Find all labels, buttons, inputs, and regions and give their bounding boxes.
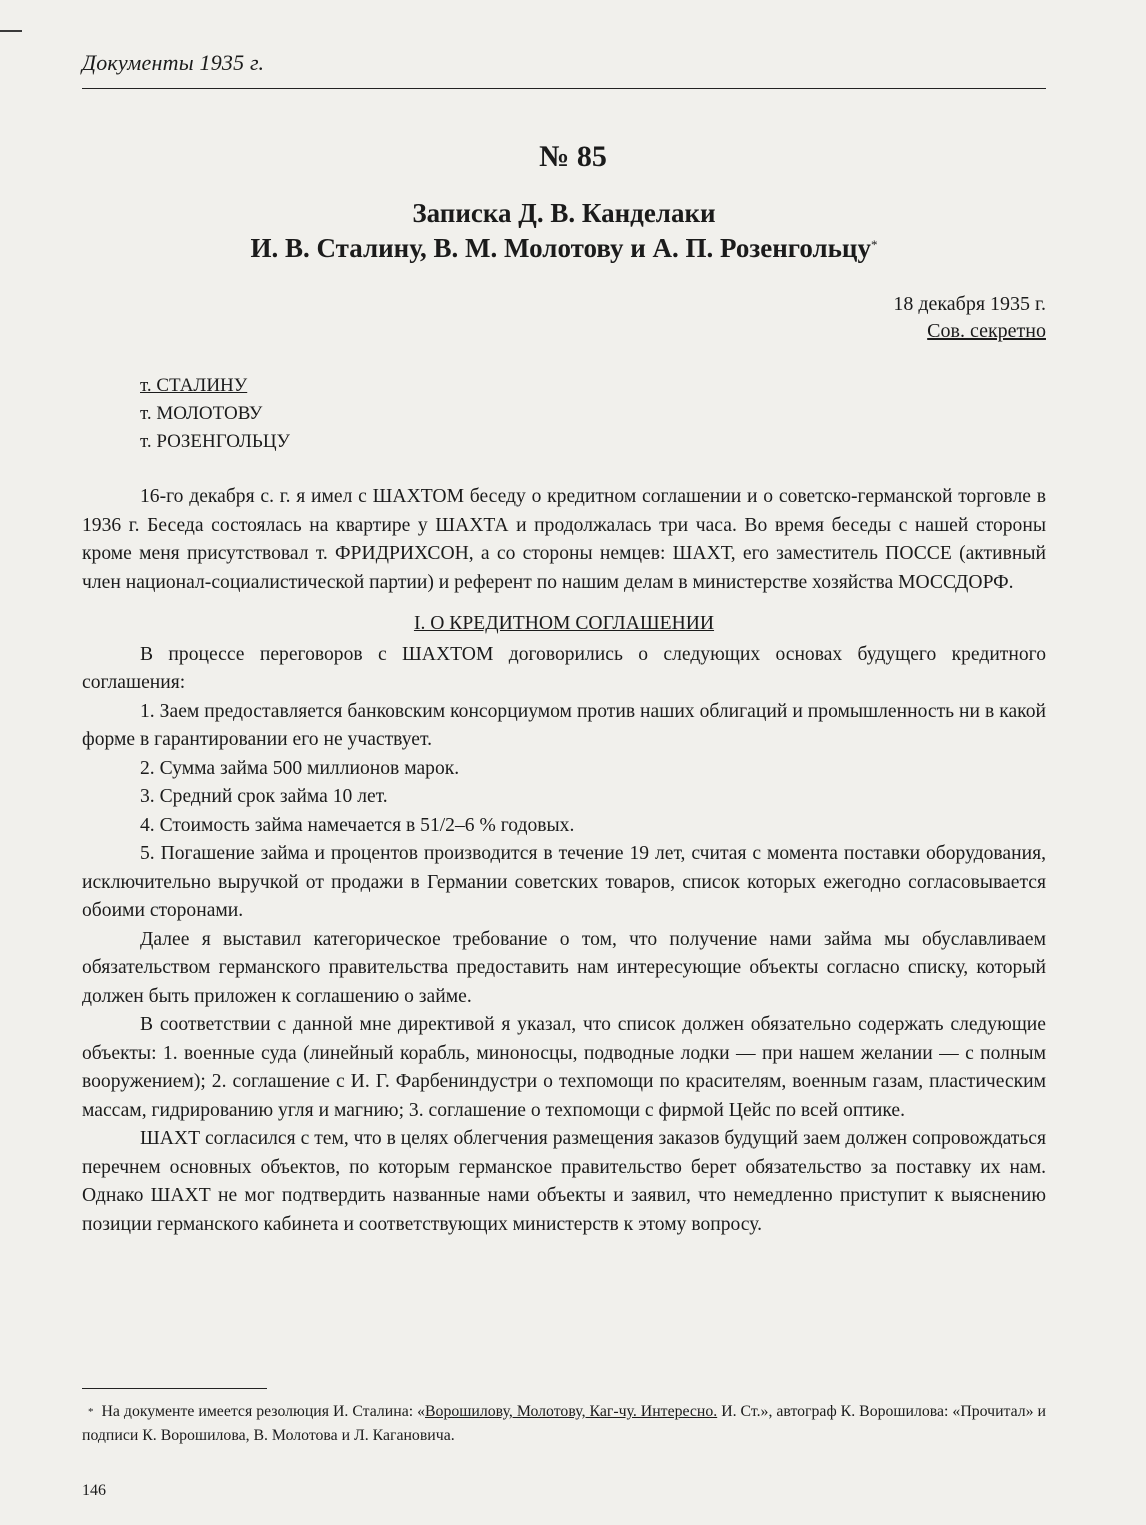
document-number: № 85 — [539, 140, 607, 173]
footnote-tail: И. Ст.», автограф К. Ворошилова: «Прочитал» и подписи К. Ворошилова, В. Молотова и Л. Кагановича. — [82, 1403, 1046, 1444]
addressee-molotov: т. МОЛОТОВУ — [140, 403, 263, 424]
addressee-stalin: т. СТАЛИНУ — [140, 375, 248, 396]
list-item-1: 1. Заем предоставляется банковским консорциумом против наших облигаций и промышленность ни в какой форме в гарантировании его не участвует. — [82, 700, 1046, 750]
addressee-rosengolts: т. РОЗЕНГОЛЬЦУ — [140, 431, 290, 452]
header-rule — [82, 88, 1046, 89]
addressee-list — [140, 372, 290, 456]
paragraph-agreement-basis: В процессе переговоров с ШАХТОМ договорились о следующих основах будущего кредитного соглашения: — [82, 643, 1046, 693]
intro-paragraph: 16-го декабря с. г. я имел с ШАХТОМ беседу о кредитном соглашении и о советско-германской торговле в 1936 г. Беседа состоялась на квартире у ШАХТА и продолжалась три часа. Во время беседы с нашей стороны кроме меня присутствовал т. ФРИДРИХСОН, а со стороны немцев: ШАХТ, его заместитель ПОССЕ (активный член национал-социалистической партии) и референт по нашим делам в министерстве хозяйства МОССДОРФ. — [82, 486, 1046, 593]
list-item-2: 2. Сумма займа 500 миллионов марок. — [140, 757, 460, 779]
document-date: 18 декабря 1935 г. — [893, 293, 1046, 315]
list-item-4: 4. Стоимость займа намечается в 51/2–6 % годовых. — [140, 814, 575, 836]
title-line-1: Записка Д. В. Канделаки — [412, 198, 716, 228]
list-item-5: 5. Погашение займа и процентов производится в течение 19 лет, считая с момента поставки оборудования, исключительно выручкой от продажи в Германии советских товаров, список которых ежегодно согласовывается обоими сторонами. — [82, 843, 1046, 921]
paragraph-demand: Далее я выставил категорическое требование о том, что получение нами займа мы обуславливаем обязательством германского правительства предоставить нам интересующие объекты согласно списку, который должен быть приложен к соглашению о займе. — [82, 928, 1046, 1007]
title-line-2-text: И. В. Сталину, В. М. Молотову и А. П. Розенгольцу — [250, 233, 871, 263]
list-item-3: 3. Средний срок займа 10 лет. — [140, 786, 388, 807]
document-title — [82, 196, 1046, 266]
footnote — [82, 1400, 1046, 1448]
scan-edge-mark — [0, 30, 22, 32]
title-note-mark: * — [870, 237, 878, 252]
footnote-resolution: Ворошилову, Молотову, Каг-чу. Интересно. — [425, 1403, 718, 1420]
footnote-mark: * — [88, 1406, 94, 1418]
classification-stamp: Сов. секретно — [927, 320, 1046, 342]
title-line-2 — [82, 231, 1046, 266]
document-body — [82, 483, 1046, 1239]
running-head: Документы 1935 г. — [82, 50, 265, 75]
page-number: 146 — [82, 1482, 106, 1499]
paragraph-directive: В соответствии с данной мне директивой я указал, что список должен обязательно содержать следующие объекты: 1. военные суда (линейный корабль, миноносцы, подводные лодки — при нашем желании — с полным вооружением); 2. соглашение с И. Г. Фарбениндустри о техпомощи по красителям, военным газам, пластическим массам, гидрированию угля и магнию; 3. соглашение о техпомощи с фирмой Цейс по всей оптике. — [82, 1014, 1046, 1121]
footnote-rule — [82, 1388, 267, 1389]
section-heading: I. О КРЕДИТНОМ СОГЛАШЕНИИ — [413, 613, 715, 634]
paragraph-schacht-response: ШАХТ согласился с тем, что в целях облегчения размещения заказов будущий заем должен сопровождаться перечнем основных объектов, по которым германское правительство берет обязательство за поставку их нам. Однако ШАХТ не мог подтвердить названные нами объекты и заявил, что немедленно приступит к выяснению позиции германского кабинета и соответствующих министерств к этому вопросу. — [82, 1128, 1046, 1235]
footnote-lead: На документе имеется резолюция И. Сталина: « — [101, 1403, 426, 1420]
